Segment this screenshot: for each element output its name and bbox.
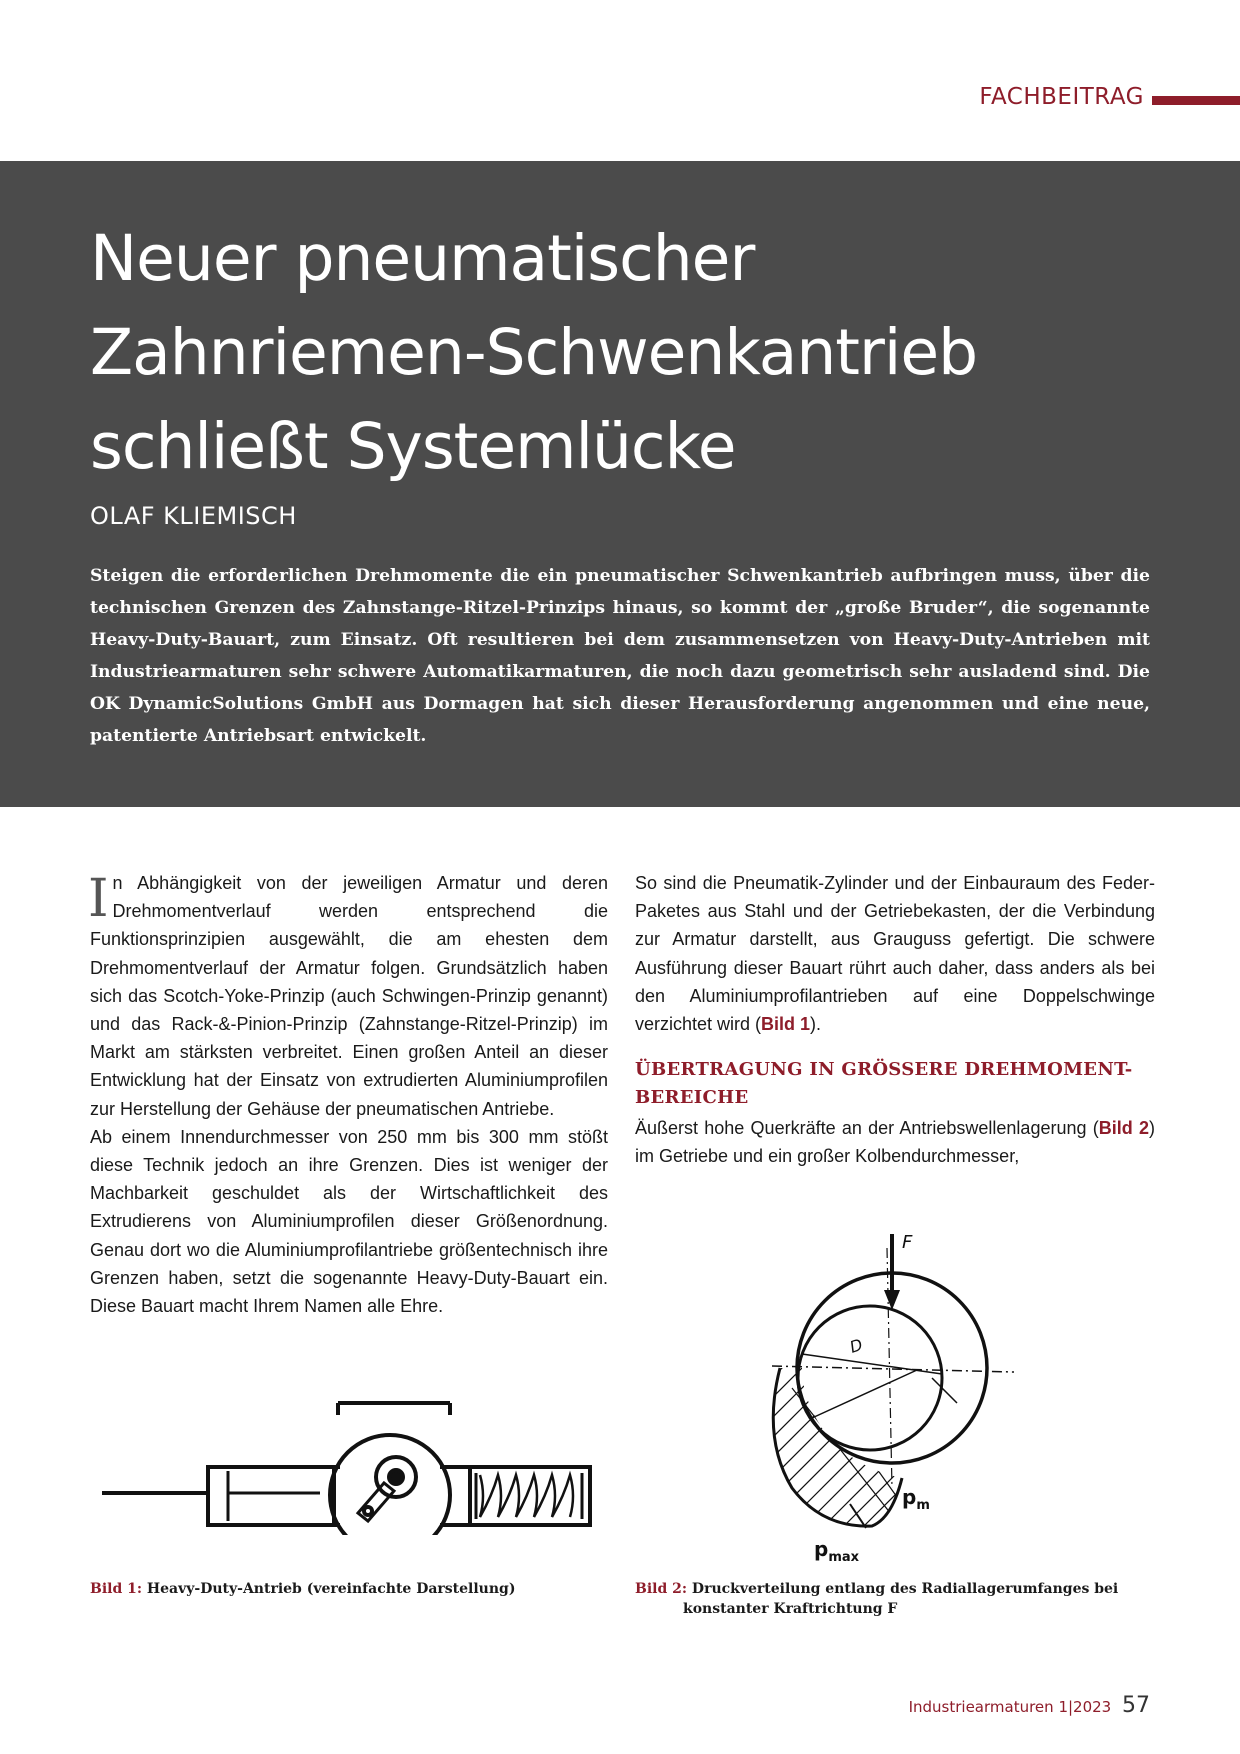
title-line-3: schließt Systemlücke — [90, 410, 736, 483]
body-column-left — [90, 869, 608, 1320]
pm-label — [902, 1485, 930, 1513]
paragraph-text: n Abhängigkeit von der jeweiligen Armatur und deren Drehmomentverlauf werden entsprechend die Funktionsprinzipien ausgewählt, die am ehesten dem Drehmomentverlauf der Armatur folgen. Grundsätzlich haben sich das Scotch-Yoke-Prinzip (auch Schwingen-Prinzip genannt) und das Rack-&-Pinion-Prinzip (Zahnstange-Ritzel-Prinzip) im Markt am stärksten verbreitet. Einen großen Anteil an dieser Entwicklung hat der Einsatz von extrudierten Aluminiumprofilen zur Herstellung der Gehäuse der pneumatischen Antriebe. — [90, 873, 608, 1119]
body-paragraph — [635, 1114, 1155, 1170]
page-number: 57 — [1122, 1693, 1150, 1718]
section-tag-bar — [1152, 96, 1240, 105]
caption-bild-1 — [90, 1579, 610, 1599]
paragraph-text: Äußerst hohe Querkräfte an der Antriebswellenlagerung ( — [635, 1118, 1099, 1139]
paragraph-text: So sind die Pneumatik-Zylinder und der Einbauraum des Feder-Paketes aus Stahl und der Getriebekasten, der die Verbindung zur Armatur darstellt, aus Grauguss gefertigt. Die schwere Ausführung dieser Bauart rührt auch daher, dass anders als bei den Aluminiumprofilantrieben auf eine Doppelschwinge verzichtet wird ( — [635, 873, 1155, 1035]
pmax-symbol: p — [814, 1537, 829, 1561]
figure-heavy-duty-actuator — [100, 1395, 620, 1535]
article-title — [90, 212, 1170, 494]
caption-label: Bild 2: — [635, 1581, 688, 1597]
section-tag: FACHBEITRAG — [979, 84, 1144, 110]
author-name: OLAF KLIEMISCH — [90, 502, 297, 530]
paragraph-text: ). — [810, 1014, 822, 1035]
body-column-right — [635, 869, 1155, 1171]
caption-label: Bild 1: — [90, 1581, 143, 1597]
pmax-label — [814, 1537, 860, 1562]
bearing-pressure-diagram — [752, 1228, 1024, 1562]
figure-pressure-distribution — [752, 1228, 1024, 1562]
lead-paragraph: Steigen die erforderlichen Drehmomente die ein pneumatischer Schwenkantrieb aufbringen muss, über die technischen Grenzen des Zahnstange-Ritzel-Prinzips hinaus, so kommt der „große Bruder“, die sogenannte Heavy-Duty-Bauart, zum Einsatz. Oft resultieren bei dem zusammensetzen von Heavy-Duty-Antrieben mit Industriearmaturen sehr schwere Automatikarmaturen, die noch dazu geometrisch sehr ausladend sind. Die OK DynamicSolutions GmbH aus Dormagen hat sich dieser Herausforderung angenommen und eine neue, patentierte Antriebsart entwickelt. — [90, 566, 1150, 746]
spring-coil — [480, 1475, 573, 1517]
caption-text: Druckverteilung entlang des Radiallagerumfanges bei — [691, 1581, 1119, 1597]
caption-text-line-2: konstanter Kraftrichtung F — [683, 1601, 898, 1617]
yoke-arm — [358, 1483, 394, 1521]
subheading-line: ÜBERTRAGUNG IN GRÖSSERE DREHMOMENT- — [635, 1059, 1133, 1081]
drop-cap: I — [88, 869, 109, 929]
subheading — [635, 1056, 1155, 1112]
diameter-label: D — [847, 1334, 865, 1357]
caption-bild-2 — [635, 1579, 1155, 1619]
title-line-1: Neuer pneumatischer — [90, 222, 755, 295]
figure-reference: Bild 1 — [761, 1014, 811, 1035]
body-paragraph: Ab einem Innendurchmesser von 250 mm bis 300 mm stößt diese Technik jedoch an ihre Grenzen. Dies ist weniger der Machbarkeit geschuldet als der Wirtschaftlichkeit des Extrudierens von Aluminiumprofilen dieser Größenordnung. Genau dort wo die Aluminiumprofilantriebe größentechnisch ihre Grenzen haben, setzt die sogenannte Heavy-Duty-Bauart ein. Diese Bauart macht Ihrem Namen alle Ehre. — [90, 1126, 608, 1317]
caption-text: Heavy-Duty-Antrieb (vereinfachte Darstellung) — [146, 1581, 516, 1597]
page-footer — [909, 1693, 1150, 1718]
publication-name: Industriearmaturen 1|2023 — [908, 1698, 1112, 1716]
actuator-diagram — [100, 1395, 620, 1535]
subheading-line: BEREICHE — [635, 1087, 749, 1109]
title-line-2: Zahnriemen-Schwenkantrieb — [90, 316, 978, 389]
paragraph-text: ) im Getriebe und ein großer Kolbendurchmesser, — [635, 1118, 1155, 1167]
pm-subscript: m — [916, 1498, 930, 1513]
gear-housing — [330, 1435, 450, 1535]
force-label: F — [902, 1232, 913, 1253]
figure-reference: Bild 2 — [1098, 1118, 1149, 1139]
body-paragraph — [90, 869, 608, 1123]
shaft-circle — [798, 1306, 942, 1450]
body-paragraph — [635, 869, 1155, 1038]
pm-symbol: p — [902, 1485, 917, 1509]
pmax-subscript: max — [828, 1550, 860, 1562]
